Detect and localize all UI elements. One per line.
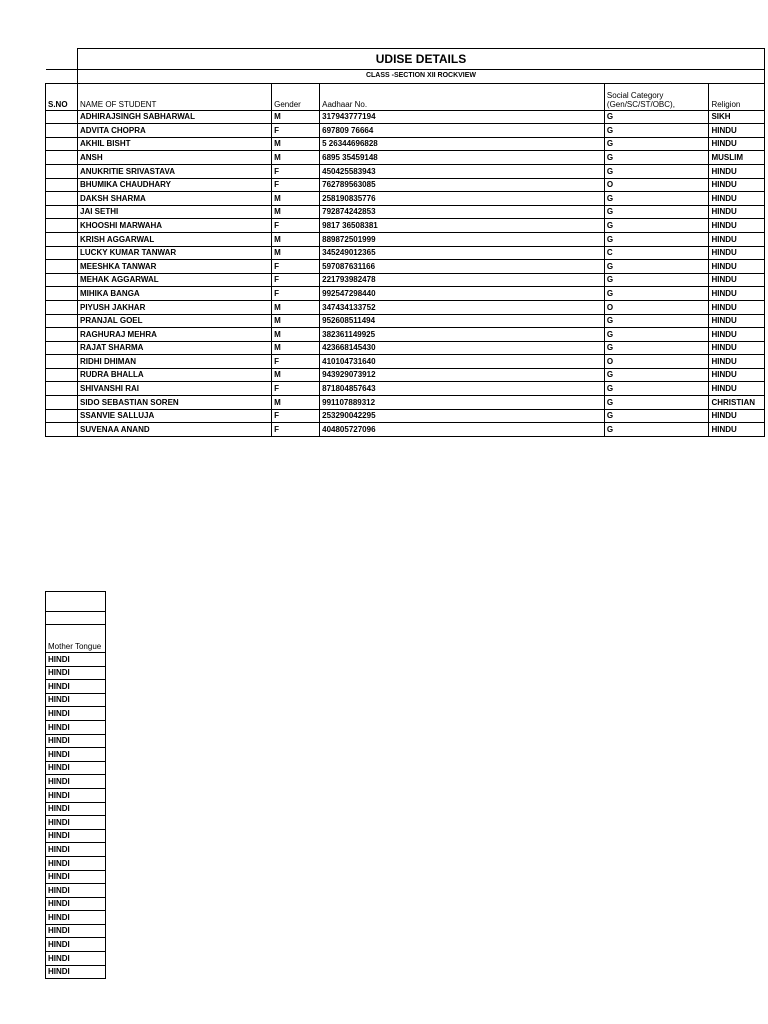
- cell-student-name: AKHIL BISHT: [78, 137, 272, 151]
- cell-religion: HINDU: [709, 205, 765, 219]
- cell-sno: [46, 246, 78, 260]
- table-row: [46, 680, 106, 694]
- cell-mother-tongue: HINDI: [46, 897, 106, 911]
- cell-mother-tongue: HINDI: [46, 707, 106, 721]
- table-row: [46, 137, 765, 151]
- cell-student-name: RIDHI DHIMAN: [78, 355, 272, 369]
- cell-category: G: [604, 110, 709, 124]
- cell-aadhaar: 317943777194: [320, 110, 605, 124]
- cell-religion: HINDU: [709, 192, 765, 206]
- cell-mother-tongue: HINDI: [46, 816, 106, 830]
- header-religion: Religion: [709, 83, 765, 110]
- table-row: [46, 287, 765, 301]
- cell-aadhaar: 889872501999: [320, 232, 605, 246]
- table-row: [46, 897, 106, 911]
- cell-student-name: ANUKRITIE SRIVASTAVA: [78, 164, 272, 178]
- cell-aadhaar: 992547298440: [320, 287, 605, 301]
- cell-sno: [46, 192, 78, 206]
- cell-student-name: BHUMIKA CHAUDHARY: [78, 178, 272, 192]
- cell-aadhaar: 410104731640: [320, 355, 605, 369]
- cell-student-name: ADHIRAJSINGH SABHARWAL: [78, 110, 272, 124]
- sheet-subtitle: CLASS -SECTION XII ROCKVIEW: [78, 70, 765, 84]
- cell-religion: HINDU: [709, 246, 765, 260]
- table-row: [46, 965, 106, 979]
- cell-aadhaar: 871804857643: [320, 382, 605, 396]
- cell-gender: M: [272, 314, 320, 328]
- cell-religion: HINDU: [709, 124, 765, 138]
- cell-gender: F: [272, 219, 320, 233]
- header-mother-tongue: Mother Tongue: [46, 625, 106, 653]
- cell-religion: HINDU: [709, 219, 765, 233]
- table-row: [46, 368, 765, 382]
- cell-mother-tongue: HINDI: [46, 924, 106, 938]
- cell-aadhaar: 952608511494: [320, 314, 605, 328]
- table-row: [46, 124, 765, 138]
- cell-sno: [46, 355, 78, 369]
- cell-gender: F: [272, 355, 320, 369]
- table-row: [46, 734, 106, 748]
- cell-sno: [46, 205, 78, 219]
- cell-aadhaar: 345249012365: [320, 246, 605, 260]
- cell-sno: [46, 300, 78, 314]
- cell-category: G: [604, 205, 709, 219]
- header-name: NAME OF STUDENT: [78, 83, 272, 110]
- cell-student-name: SIDO SEBASTIAN SOREN: [78, 396, 272, 410]
- table-row: [46, 423, 765, 437]
- cell-aadhaar: 991107889312: [320, 396, 605, 410]
- table-row: [46, 314, 765, 328]
- cell-gender: F: [272, 287, 320, 301]
- table-row: [46, 856, 106, 870]
- cell-gender: M: [272, 368, 320, 382]
- cell-sno: [46, 124, 78, 138]
- cell-category: G: [604, 328, 709, 342]
- cell-gender: M: [272, 205, 320, 219]
- table-row: [46, 246, 765, 260]
- table-row: [46, 829, 106, 843]
- cell-mother-tongue: HINDI: [46, 843, 106, 857]
- cell-sno: [46, 164, 78, 178]
- cell-gender: M: [272, 328, 320, 342]
- table-row: [46, 219, 765, 233]
- table-row: [46, 192, 765, 206]
- table-row: [46, 164, 765, 178]
- cell-gender: M: [272, 137, 320, 151]
- cell-student-name: PIYUSH JAKHAR: [78, 300, 272, 314]
- cell-aadhaar: 382361149925: [320, 328, 605, 342]
- cell-mother-tongue: HINDI: [46, 748, 106, 762]
- table-row: [46, 843, 106, 857]
- cell-aadhaar: 597087631166: [320, 260, 605, 274]
- cell-aadhaar: 5 26344696828: [320, 137, 605, 151]
- cell-category: G: [604, 382, 709, 396]
- table-row: [46, 707, 106, 721]
- cell-mother-tongue: HINDI: [46, 653, 106, 667]
- cell-sno: [46, 232, 78, 246]
- table-row: [46, 260, 765, 274]
- cell-gender: F: [272, 273, 320, 287]
- cell-mother-tongue: HINDI: [46, 734, 106, 748]
- cell-aadhaar: 253290042295: [320, 409, 605, 423]
- table-row: [46, 653, 106, 667]
- cell-category: O: [604, 300, 709, 314]
- table-row: [46, 816, 106, 830]
- cell-aadhaar: 258190835776: [320, 192, 605, 206]
- cell-sno: [46, 314, 78, 328]
- cell-gender: F: [272, 423, 320, 437]
- cell-religion: SIKH: [709, 110, 765, 124]
- table-row: [46, 110, 765, 124]
- cell-sno: [46, 137, 78, 151]
- cell-aadhaar: 423668145430: [320, 341, 605, 355]
- table-row: [46, 328, 765, 342]
- cell-sno: [46, 328, 78, 342]
- udise-details-table: [45, 48, 765, 437]
- cell-aadhaar: 404805727096: [320, 423, 605, 437]
- cell-mother-tongue: HINDI: [46, 870, 106, 884]
- header-sno: S.NO: [46, 83, 78, 110]
- cell-category: C: [604, 246, 709, 260]
- table-row: [46, 300, 765, 314]
- cell-category: O: [604, 178, 709, 192]
- cell-sno: [46, 273, 78, 287]
- table-row: [46, 341, 765, 355]
- table-row: [46, 178, 765, 192]
- cell-sno: [46, 178, 78, 192]
- table-row: [46, 396, 765, 410]
- cell-mother-tongue: HINDI: [46, 775, 106, 789]
- cell-gender: F: [272, 124, 320, 138]
- cell-mother-tongue: HINDI: [46, 884, 106, 898]
- cell-mother-tongue: HINDI: [46, 829, 106, 843]
- cell-gender: M: [272, 300, 320, 314]
- table-row: [46, 382, 765, 396]
- table-row: [46, 273, 765, 287]
- cell-religion: HINDU: [709, 232, 765, 246]
- header-gender: Gender: [272, 83, 320, 110]
- table-row: [46, 151, 765, 165]
- cell-student-name: RAJAT SHARMA: [78, 341, 272, 355]
- cell-sno: [46, 219, 78, 233]
- cell-category: G: [604, 368, 709, 382]
- cell-gender: M: [272, 232, 320, 246]
- cell-mother-tongue: HINDI: [46, 965, 106, 979]
- cell-student-name: ADVITA CHOPRA: [78, 124, 272, 138]
- table-row: [46, 911, 106, 925]
- cell-category: G: [604, 273, 709, 287]
- table-row: [46, 870, 106, 884]
- cell-gender: M: [272, 341, 320, 355]
- cell-religion: HINDU: [709, 137, 765, 151]
- cell-religion: HINDU: [709, 164, 765, 178]
- cell-religion: HINDU: [709, 341, 765, 355]
- cell-religion: HINDU: [709, 273, 765, 287]
- table-row: [46, 924, 106, 938]
- cell-mother-tongue: HINDI: [46, 952, 106, 966]
- table-row: [46, 802, 106, 816]
- cell-mother-tongue: HINDI: [46, 666, 106, 680]
- cell-religion: HINDU: [709, 409, 765, 423]
- cell-student-name: RUDRA BHALLA: [78, 368, 272, 382]
- cell-aadhaar: 450425583943: [320, 164, 605, 178]
- cell-category: G: [604, 164, 709, 178]
- header-category: Social Category (Gen/SC/ST/OBC),: [604, 83, 709, 110]
- cell-gender: F: [272, 178, 320, 192]
- mother-tongue-blank-row: [46, 592, 106, 612]
- cell-category: G: [604, 232, 709, 246]
- cell-student-name: SSANVIE SALLUJA: [78, 409, 272, 423]
- cell-sno: [46, 110, 78, 124]
- cell-sno: [46, 409, 78, 423]
- cell-category: G: [604, 219, 709, 233]
- subtitle-left-blank: [46, 70, 78, 84]
- cell-religion: HINDU: [709, 178, 765, 192]
- table-row: [46, 938, 106, 952]
- cell-religion: HINDU: [709, 423, 765, 437]
- cell-sno: [46, 260, 78, 274]
- cell-aadhaar: 697809 76664: [320, 124, 605, 138]
- cell-student-name: ANSH: [78, 151, 272, 165]
- cell-mother-tongue: HINDI: [46, 788, 106, 802]
- mother-tongue-table: [45, 591, 106, 979]
- cell-aadhaar: 792874242853: [320, 205, 605, 219]
- cell-religion: HINDU: [709, 300, 765, 314]
- cell-aadhaar: 6895 35459148: [320, 151, 605, 165]
- cell-student-name: DAKSH SHARMA: [78, 192, 272, 206]
- cell-mother-tongue: HINDI: [46, 693, 106, 707]
- cell-category: G: [604, 423, 709, 437]
- mother-tongue-blank-row: [46, 612, 106, 625]
- cell-religion: MUSLIM: [709, 151, 765, 165]
- cell-student-name: KRISH AGGARWAL: [78, 232, 272, 246]
- cell-category: G: [604, 192, 709, 206]
- cell-student-name: SHIVANSHI RAI: [78, 382, 272, 396]
- cell-gender: F: [272, 164, 320, 178]
- cell-student-name: MEESHKA TANWAR: [78, 260, 272, 274]
- cell-student-name: SUVENAA ANAND: [78, 423, 272, 437]
- title-left-blank: [46, 49, 78, 70]
- table-row: [46, 884, 106, 898]
- table-row: [46, 205, 765, 219]
- table-row: [46, 232, 765, 246]
- cell-mother-tongue: HINDI: [46, 761, 106, 775]
- table-row: [46, 748, 106, 762]
- cell-aadhaar: 9817 36508381: [320, 219, 605, 233]
- cell-student-name: KHOOSHI MARWAHA: [78, 219, 272, 233]
- cell-student-name: PRANJAL GOEL: [78, 314, 272, 328]
- cell-sno: [46, 423, 78, 437]
- cell-religion: HINDU: [709, 287, 765, 301]
- cell-gender: M: [272, 192, 320, 206]
- cell-mother-tongue: HINDI: [46, 720, 106, 734]
- cell-religion: HINDU: [709, 314, 765, 328]
- cell-student-name: JAI SETHI: [78, 205, 272, 219]
- cell-sno: [46, 151, 78, 165]
- cell-aadhaar: 943929073912: [320, 368, 605, 382]
- table-row: [46, 409, 765, 423]
- cell-category: G: [604, 396, 709, 410]
- cell-student-name: RAGHURAJ MEHRA: [78, 328, 272, 342]
- table-row: [46, 355, 765, 369]
- cell-aadhaar: 762789563085: [320, 178, 605, 192]
- table-row: [46, 775, 106, 789]
- cell-category: G: [604, 314, 709, 328]
- cell-mother-tongue: HINDI: [46, 938, 106, 952]
- cell-student-name: MIHIKA BANGA: [78, 287, 272, 301]
- cell-religion: HINDU: [709, 382, 765, 396]
- cell-category: G: [604, 137, 709, 151]
- cell-gender: M: [272, 396, 320, 410]
- cell-student-name: LUCKY KUMAR TANWAR: [78, 246, 272, 260]
- cell-gender: F: [272, 409, 320, 423]
- cell-gender: F: [272, 382, 320, 396]
- cell-gender: F: [272, 260, 320, 274]
- cell-sno: [46, 287, 78, 301]
- cell-category: G: [604, 409, 709, 423]
- cell-religion: CHRISTIAN: [709, 396, 765, 410]
- cell-gender: M: [272, 110, 320, 124]
- cell-mother-tongue: HINDI: [46, 911, 106, 925]
- cell-religion: HINDU: [709, 260, 765, 274]
- cell-category: G: [604, 124, 709, 138]
- cell-student-name: MEHAK AGGARWAL: [78, 273, 272, 287]
- table-row: [46, 788, 106, 802]
- table-row: [46, 693, 106, 707]
- cell-category: G: [604, 287, 709, 301]
- cell-category: O: [604, 355, 709, 369]
- table-row: [46, 761, 106, 775]
- header-aadhaar: Aadhaar No.: [320, 83, 605, 110]
- cell-sno: [46, 341, 78, 355]
- cell-sno: [46, 368, 78, 382]
- cell-religion: HINDU: [709, 328, 765, 342]
- cell-aadhaar: 221793982478: [320, 273, 605, 287]
- cell-mother-tongue: HINDI: [46, 680, 106, 694]
- cell-gender: M: [272, 246, 320, 260]
- cell-religion: HINDU: [709, 355, 765, 369]
- cell-sno: [46, 396, 78, 410]
- cell-gender: M: [272, 151, 320, 165]
- cell-mother-tongue: HINDI: [46, 802, 106, 816]
- cell-mother-tongue: HINDI: [46, 856, 106, 870]
- table-row: [46, 666, 106, 680]
- table-row: [46, 720, 106, 734]
- sheet-title: UDISE DETAILS: [78, 49, 765, 70]
- cell-aadhaar: 347434133752: [320, 300, 605, 314]
- cell-sno: [46, 382, 78, 396]
- table-row: [46, 952, 106, 966]
- cell-category: G: [604, 341, 709, 355]
- cell-religion: HINDU: [709, 368, 765, 382]
- cell-category: G: [604, 151, 709, 165]
- cell-category: G: [604, 260, 709, 274]
